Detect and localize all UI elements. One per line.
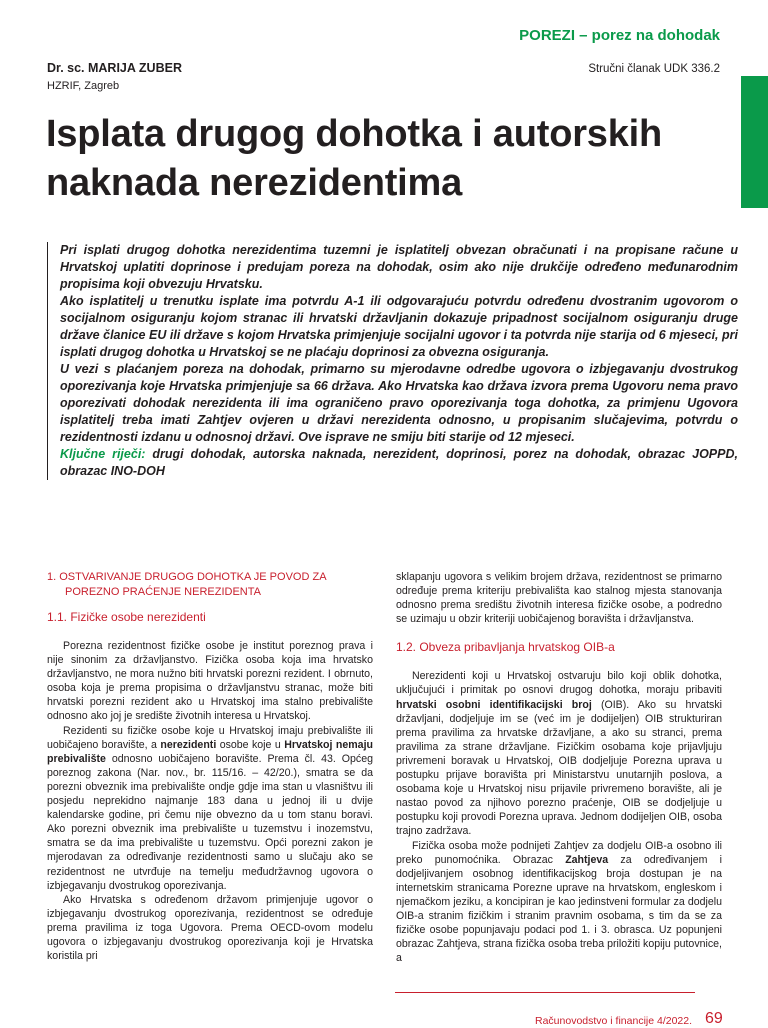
subsection-heading: 1.1. Fizičke osobe nerezidenti <box>47 610 206 624</box>
body-paragraph: sklapanju ugovora s velikim brojem država, rezidentnost se primarno određuje prema kriteriju prebivališta kao stalnog mjesta stanovanja odnosno prema središtu životnih interesa fizičke osobe, a podredno se uzimaju u obzir kriteriji uobičajenog boravišta i državljanstva. <box>396 571 722 626</box>
text-run: Nerezidenti koji u Hrvatskoj ostvaruju bilo koji oblik dohotka, uključujući i primitak po osnovi drugog dohotka, moraju pribaviti <box>396 670 722 697</box>
text-run: odnosno uobičajeno boravište. Prema čl. 43. Općeg poreznog zakona (Nar. nov., br. 115/16. – 42/20.), smatra se da porezni obveznik ima prebivalište ondje gdje ima stan u vlasništvu ili posjedu neprekidno najmanje 183 dana u jednoj ili u dvije kalendarske godine, pri čemu nije obvezno da u tom stanu boravi. Ako porezni obveznik ima prebivalište u tuzemstvu i inozemstvu, smatra se da ima prebivalište u tuzemstvu. Opći porezni zakon je mjerodavan za određivanje rezidentnosti samo u slučaju ako se rezidentnost ne utvrđuje na temelju međudržavnog ugovora o izbjegavanju dvostrukog oporezivanja. <box>47 752 373 892</box>
page-number: 69 <box>705 1010 723 1027</box>
body-paragraph: Porezna rezidentnost fizičke osobe je institut poreznog prava i nije sinonim za državljanstvo. Fizička osoba koja ima hrvatsko državljanstvo, ne mora nužno biti hrvatski porezni rezident. I obrnuto, osoba koja je prema propisima o državljanstvu stranac, može biti hrvatski porezni rezident ako u Hrvatskoj ima stalno prebivalište odnosno ako joj je središte životnih interesa u Hrvatskoj. <box>47 640 373 723</box>
text-run: osobe koje u <box>216 738 285 751</box>
left-column <box>47 570 373 963</box>
abstract-paragraph: Ako isplatitelj u trenutku isplate ima potvrdu A-1 ili odgovarajuću potvrdu određenu dvostranim ugovorom o socijalnom osiguranju kojom stranac ili hrvatski državljanin dokazuje pripadnost socijalnom osiguranju druge države članice EU ili države s kojom Hrvatska primjenjuje socijalni ugovor i ta potvrda nije starija od 6 mjeseci, pri isplati drugog dohotka u Hrvatskoj se ne plaćaju doprinosi za obvezna osiguranja. <box>60 294 738 359</box>
text-run: za određivanjem i dodjeljivanjem osobnog identifikacijskog broja dostupan je na internetskim stranicama Porezne uprave na hrvatskom, engleskom i njemačkom jeziku, a koncipiran je kao jedinstveni formular za dodjelu OIB-a stranim fizičkim i stranim pravnim osobama, s tim da se za fizičke osobe popunjavaju podaci pod 1. i 3. obrasca. Uz popunjeni obrazac Zahtjeva, strana fizička osoba treba priložiti kopiju putovnice, a <box>396 853 722 965</box>
journal-footer: Računovodstvo i financije 4/2022. <box>535 1015 693 1027</box>
subsection-heading: 1.2. Obveza pribavljanja hrvatskog OIB-a <box>396 640 615 655</box>
section-heading: 1. OSTVARIVANJE DRUGOG DOHOTKA JE POVOD ZA POREZNO PRAĆENJE NEREZIDENTA <box>47 571 326 598</box>
bold-term: hrvatski osobni identifikacijski broj <box>396 698 592 711</box>
body-paragraph <box>396 839 722 966</box>
keywords-label: Ključne riječi: <box>60 447 146 461</box>
abstract <box>47 242 738 480</box>
section-color-tab <box>741 76 768 208</box>
author-name: Dr. sc. MARIJA ZUBER <box>47 61 182 75</box>
abstract-paragraph: U vezi s plaćanjem poreza na dohodak, primarno su mjerodavne odredbe ugovora o izbjegavanju dvostrukog oporezivanja koje Hrvatska primjenjuje sa 66 država. Ako Hrvatska kao država izvora prema Ugovoru nema pravo oporezivati dohodak nerezidenta ili ima ograničeno pravo oporezivanja toga dohotka, za primjenu Ugovora isplatitelj treba imati Zahtjev ovjeren u državi nerezidenta odnosno, u propisanim slučajevima, potvrdu o rezidentnosti izdanu u odnosnoj državi. Ove isprave ne smiju biti starije od 12 mjeseci. <box>60 362 738 444</box>
section-tag: POREZI – porez na dohodak <box>519 27 720 44</box>
body-paragraph: Ako Hrvatska s određenom državom primjenjuje ugovor o izbjegavanju dvostrukog oporezivanja, rezidentnost se određuje prema pravilima iz toga Ugovora. Prema OECD-ovom modelu ugovora o izbjegavanju dvostrukog oporezivanja koji je Hrvatska koristila pri <box>47 893 373 963</box>
article-type: Stručni članak UDK 336.2 <box>588 63 720 75</box>
author-affiliation: HZRIF, Zagreb <box>47 80 120 92</box>
body-paragraph <box>47 724 373 893</box>
article-title: Isplata drugog dohotka i autorskih naknada nerezidentima <box>46 113 663 204</box>
keywords-text: drugi dohodak, autorska naknada, nerezident, doprinosi, porez na dohodak, obrazac JOPPD, obrazac INO-DOH <box>60 447 738 478</box>
bold-term: Hrvatskoj nemaju prebivalište <box>47 738 373 765</box>
abstract-paragraph: Pri isplati drugog dohotka nerezidentima tuzemni je isplatitelj obvezan obračunati i na propisane račune u Hrvatskoj uplatiti doprinose i predujam poreza na dohodak, osim ako nije drukčije određeno međunarodnim propisima koji obvezuju Hrvatsku. <box>60 243 738 291</box>
bold-term: nerezidenti <box>160 738 217 751</box>
text-run: Fizička osoba može podnijeti Zahtjev za dodjelu OIB-a osobno ili preko punomoćnika. Obrazac <box>396 839 722 866</box>
body-paragraph <box>396 669 722 838</box>
right-column <box>396 570 722 965</box>
footer-rule <box>395 992 695 993</box>
keywords <box>60 446 738 480</box>
bold-term: Zahtjeva <box>565 853 609 866</box>
text-run: Rezidenti su fizičke osobe koje u Hrvatskoj imaju prebivalište ili uobičajeno boravište, a <box>47 724 373 751</box>
text-run: (OIB). Ako su hrvatski državljani, dodjeljuje im se (već im je dodijeljen) OIB strukturiran prema pravilima za hrvatske državljane, a ako su stranci, prema pravilima za strane državljane. Fizičkim osobama koje prijavljuju privremeni boravak u Hrvatskoj, OIB dodjeljuje Porezna uprava u postupku prijave boravišta pri Ministarstvu unutarnjih poslova, a osobama koje u Hrvatskoj nisu prijavile privremeno boravište, ali je nastao povod za njihovo porezno praćenje, OIB se dodjeljuje u postupku koji provodi Porezna uprava. Jednom dodijeljen OIB, osoba trajno zadržava. <box>396 698 722 838</box>
